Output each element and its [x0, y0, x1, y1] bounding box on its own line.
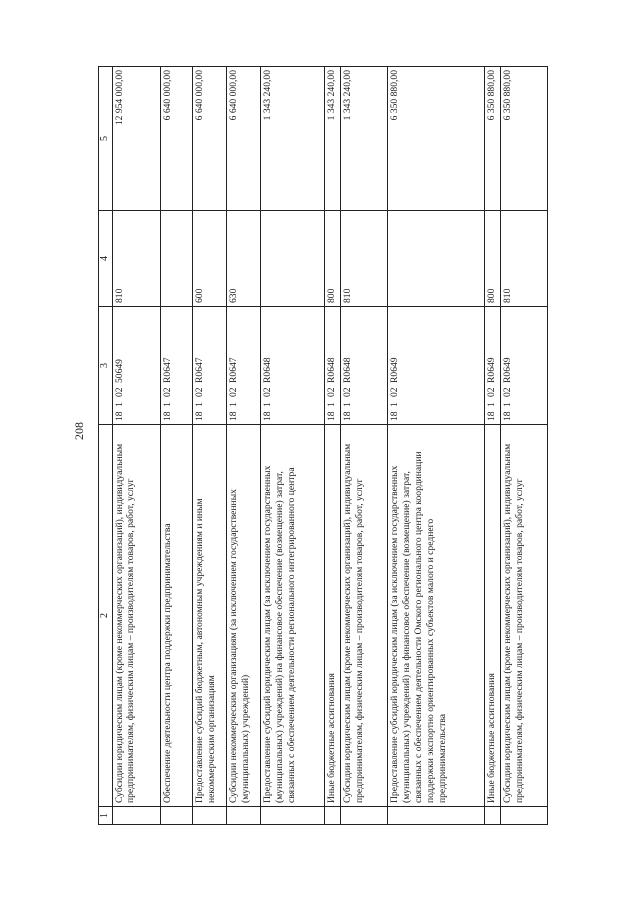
code-gp: 18 [341, 411, 353, 421]
table-row [261, 67, 325, 825]
row-code [501, 307, 548, 425]
header-col-3: 3 [99, 307, 113, 425]
row-type: 810 [112, 211, 161, 307]
row-type [161, 211, 193, 307]
row-type: 800 [324, 211, 340, 307]
row-name: Субсидии юридическим лицам (кроме некоммерческих организаций), индивидуальным предпринимателям, физическим лицам – производителям товаров, работ, услуг [501, 425, 548, 807]
row-amount: 6 640 000,00 [161, 67, 193, 211]
row-amount: 6 640 000,00 [193, 67, 227, 211]
header-col-1: 1 [99, 807, 113, 825]
header-row [99, 67, 113, 825]
row-amount: 6 350 880,00 [387, 67, 485, 211]
code-target: R0647 [162, 357, 174, 383]
code-sub: 1 [262, 402, 274, 407]
code-sub: 1 [388, 402, 400, 407]
budget-table-rotated [98, 67, 548, 825]
code-target: 50649 [113, 359, 125, 383]
row-amount: 12 954 000,00 [112, 67, 161, 211]
row-code [485, 307, 501, 425]
page-number: 208 [72, 422, 86, 440]
code-gp: 18 [162, 411, 174, 421]
row-number-cell [501, 807, 548, 825]
row-number-cell [227, 807, 261, 825]
code-main: 02 [388, 387, 400, 397]
code-sub: 1 [113, 402, 125, 407]
row-type: 810 [501, 211, 548, 307]
row-amount: 1 343 240,00 [261, 67, 325, 211]
row-number-cell [340, 807, 387, 825]
code-sub: 1 [194, 402, 206, 407]
row-name: Предоставление субсидий юридическим лицам (за исключением государственных (муниципальных) учреждений) на финансовое обеспечение (возмещение) затрат, связанных с обеспечением деятельности Омского регионального центра координации поддержки экспортно ориентированных субъектов малого и среднего предпринимательства [387, 425, 485, 807]
row-type: 600 [193, 211, 227, 307]
row-name: Субсидии юридическим лицам (кроме некоммерческих организаций), индивидуальным предпринимателям, физическим лицам – производителям товаров, работ, услуг [112, 425, 161, 807]
code-main: 02 [228, 387, 240, 397]
row-name: Иные бюджетные ассигнования [485, 425, 501, 807]
row-code [387, 307, 485, 425]
code-main: 02 [262, 387, 274, 397]
table-row [324, 67, 340, 825]
code-sub: 1 [341, 402, 353, 407]
code-target: R0649 [486, 357, 498, 383]
code-target: R0648 [262, 357, 274, 383]
table-row [227, 67, 261, 825]
row-number-cell [193, 807, 227, 825]
row-number-cell [112, 807, 161, 825]
table-row [112, 67, 161, 825]
header-col-4: 4 [99, 211, 113, 307]
code-target: R0648 [325, 357, 337, 383]
row-amount: 6 350 880,00 [485, 67, 501, 211]
table-row [501, 67, 548, 825]
code-sub: 1 [502, 402, 514, 407]
row-type [387, 211, 485, 307]
row-type [261, 211, 325, 307]
table-row [387, 67, 485, 825]
row-name: Обеспечение деятельности центра поддержки предпринимательства [161, 425, 193, 807]
code-gp: 18 [194, 411, 206, 421]
code-gp: 18 [113, 411, 125, 421]
code-target: R0649 [502, 357, 514, 383]
row-name: Иные бюджетные ассигнования [324, 425, 340, 807]
code-gp: 18 [228, 411, 240, 421]
row-type: 800 [485, 211, 501, 307]
row-code [340, 307, 387, 425]
row-number-cell [485, 807, 501, 825]
table-row [485, 67, 501, 825]
row-code [261, 307, 325, 425]
row-type: 630 [227, 211, 261, 307]
row-number-cell [261, 807, 325, 825]
row-code [112, 307, 161, 425]
row-name: Субсидии юридическим лицам (кроме некоммерческих организаций), индивидуальным предпринимателям, физическим лицам – производителям товаров, работ, услуг [340, 425, 387, 807]
code-gp: 18 [502, 411, 514, 421]
budget-table [98, 66, 548, 825]
code-main: 02 [486, 387, 498, 397]
code-gp: 18 [325, 411, 337, 421]
code-gp: 18 [262, 411, 274, 421]
row-code [161, 307, 193, 425]
code-main: 02 [341, 387, 353, 397]
code-main: 02 [194, 387, 206, 397]
code-sub: 1 [486, 402, 498, 407]
table-row [340, 67, 387, 825]
row-amount: 1 343 240,00 [340, 67, 387, 211]
row-code [193, 307, 227, 425]
row-code [324, 307, 340, 425]
row-name: Субсидии некоммерческим организациям (за исключением государственных (муниципальных) учреждений) [227, 425, 261, 807]
row-code [227, 307, 261, 425]
row-amount: 6 640 000,00 [227, 67, 261, 211]
code-target: R0649 [388, 357, 400, 383]
header-col-5: 5 [99, 67, 113, 211]
code-target: R0648 [341, 357, 353, 383]
row-amount: 6 350 880,00 [501, 67, 548, 211]
row-number-cell [387, 807, 485, 825]
code-main: 02 [162, 387, 174, 397]
row-name: Предоставление субсидий бюджетным, автономным учреждениям и иным некоммерческим организациям [193, 425, 227, 807]
row-amount: 1 343 240,00 [324, 67, 340, 211]
row-number-cell [161, 807, 193, 825]
code-gp: 18 [388, 411, 400, 421]
table-row [161, 67, 193, 825]
code-main: 02 [502, 387, 514, 397]
code-target: R0647 [228, 357, 240, 383]
row-number-cell [324, 807, 340, 825]
code-gp: 18 [486, 411, 498, 421]
code-target: R0647 [194, 357, 206, 383]
row-type: 810 [340, 211, 387, 307]
header-col-2: 2 [99, 425, 113, 807]
code-sub: 1 [162, 402, 174, 407]
code-sub: 1 [228, 402, 240, 407]
code-sub: 1 [325, 402, 337, 407]
code-main: 02 [113, 387, 125, 397]
table-row [193, 67, 227, 825]
row-name: Предоставление субсидий юридическим лицам (за исключением государственных (муниципальных) учреждений) на финансовое обеспечение (возмещение) затрат, связанных с обеспечением деятельности регионального интегрированного центра [261, 425, 325, 807]
code-main: 02 [325, 387, 337, 397]
